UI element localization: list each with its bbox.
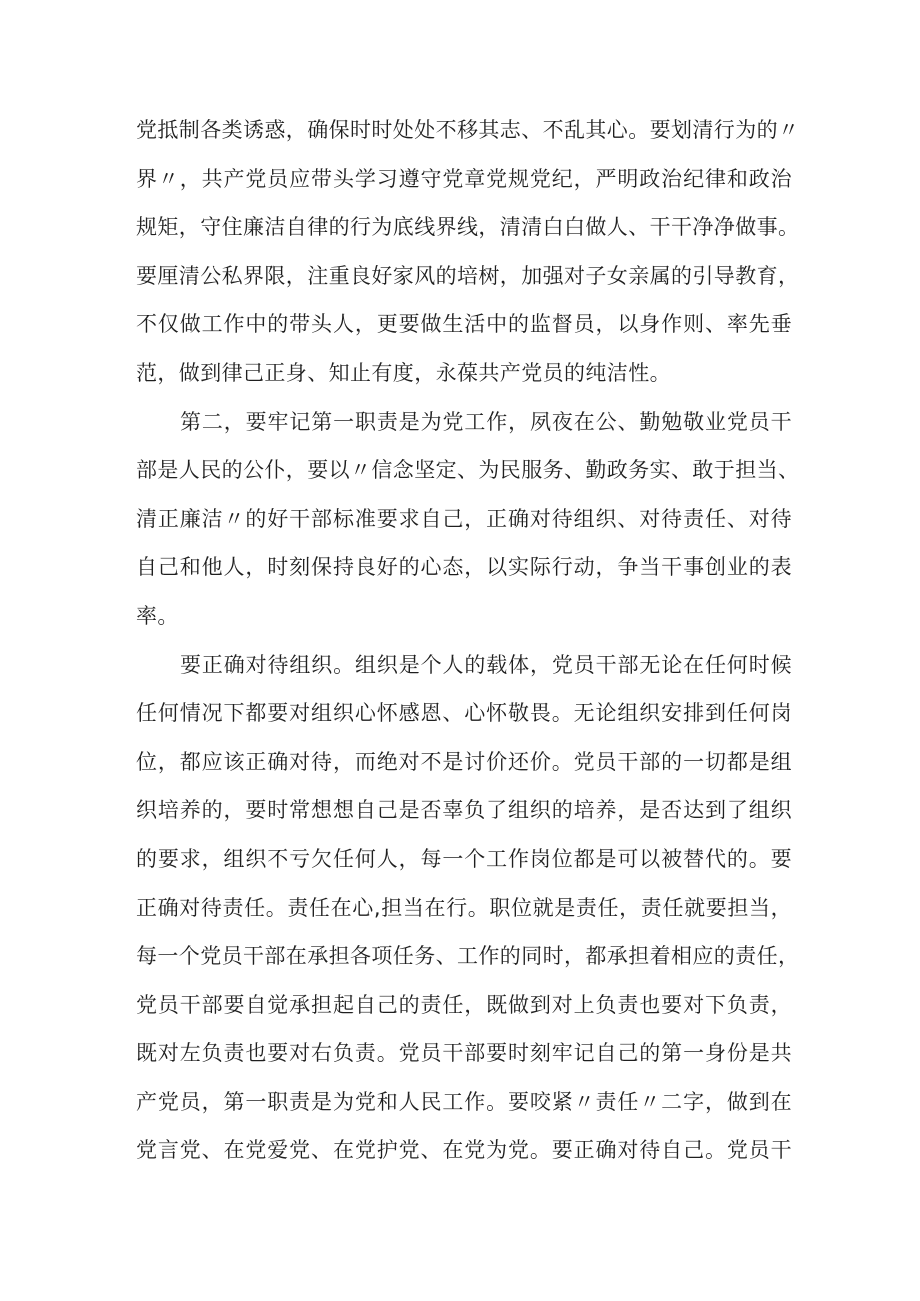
text-line: 要正确对待组织。组织是个人的载体，党员干部无论在任何时候 — [180, 652, 792, 677]
paragraph-1 — [136, 106, 800, 398]
text-line: 清正廉洁〃的好干部标准要求自己，正确对待组织、对待责任、对待 — [136, 506, 792, 531]
text-line: 党员干部要自觉承担起自己的责任，既做到对上负责也要对下负责， — [136, 992, 792, 1017]
text-line: 党言党、在党爱党、在党护党、在党为党。要正确对待自己。党员干 — [136, 1138, 792, 1163]
text-line: 自己和他人，时刻保持良好的心态，以实际行动，争当干事创业的表 — [136, 555, 792, 580]
text-line: 界〃，共产党员应带头学习遵守党章党规党纪，严明政治纪律和政治 — [136, 166, 792, 191]
text-line: 位，都应该正确对待，而绝对不是讨价还价。党员干部的一切都是组 — [136, 749, 792, 774]
text-line: 规矩，守住廉洁自律的行为底线界线，清清白白做人、干干净净做事。 — [136, 215, 800, 240]
text-line: 织培养的，要时常想想自己是否辜负了组织的培养，是否达到了组织 — [136, 798, 792, 823]
text-line: 的要求，组织不亏欠任何人，每一个工作岗位都是可以被替代的。要 — [136, 846, 792, 871]
document-body — [136, 106, 800, 1175]
text-line: 每一个党员干部在承担各项任务、工作的同时，都承担着相应的责任， — [136, 944, 800, 969]
text-line: 第二，要牢记第一职责是为党工作，夙夜在公、勤勉敬业党员干 — [180, 409, 792, 434]
text-line: 部是人民的公仆，要以〃信念坚定、为民服务、勤政务实、敢于担当、 — [136, 458, 800, 483]
text-line: 既对左负责也要对右负责。党员干部要时刻牢记自己的第一身份是共 — [136, 1041, 792, 1066]
paragraph-3 — [136, 641, 800, 1176]
text-line: 率。 — [136, 603, 179, 628]
text-line: 范，做到律己正身、知止有度，永葆共产党员的纯洁性。 — [136, 360, 671, 385]
text-line: 不仅做工作中的带头人，更要做生活中的监督员，以身作则、率先垂 — [136, 312, 792, 337]
text-line: 任何情况下都要对组织心怀感恩、心怀敬畏。无论组织安排到任何岗 — [136, 701, 792, 726]
text-line: 党抵制各类诱惑，确保时时处处不移其志、不乱其心。要划清行为的〃 — [136, 118, 800, 142]
paragraph-2 — [136, 398, 800, 641]
text-line: 要厘清公私界限，注重良好家风的培树，加强对子女亲属的引导教育， — [136, 263, 800, 288]
text-line: 产党员，第一职责是为党和人民工作。要咬紧〃责任〃二字，做到在 — [136, 1089, 792, 1114]
text-line: 正确对待责任。责任在心,担当在行。职位就是责任，责任就要担当， — [136, 895, 792, 920]
